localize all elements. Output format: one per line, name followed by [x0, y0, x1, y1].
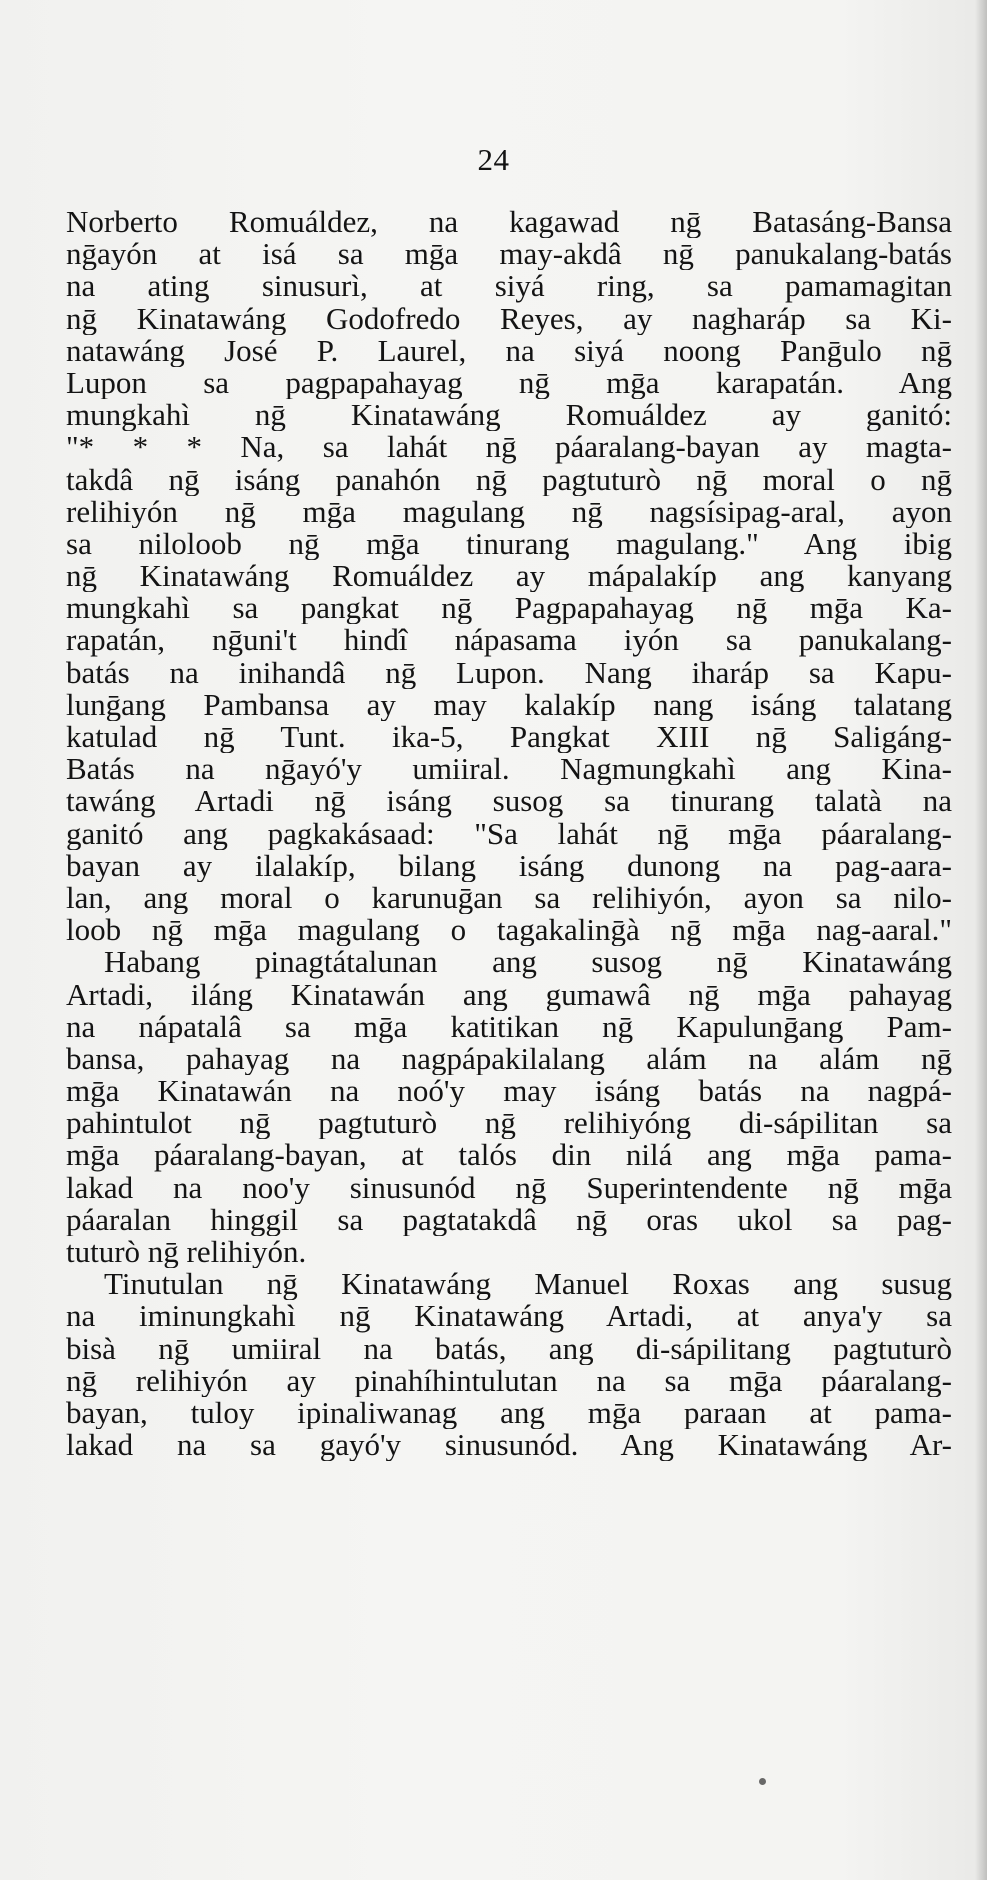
text-line: mungkahì nḡ Kinatawáng Romuáldez ay ganitó:: [66, 399, 952, 432]
text-line: nḡayón at isá sa mḡa may-akdâ nḡ panukalang-batás: [66, 238, 952, 271]
text-line: bayan ay ilalakíp, bilang isáng dunong na pag-aara-: [66, 849, 952, 882]
text-line: lakad na noo'y sinusunód nḡ Superintendente nḡ mḡa: [66, 1171, 952, 1204]
text-line: ganitó ang pagkakásaad: "Sa lahát nḡ mḡa páaralang-: [66, 817, 952, 850]
text-line: Lupon sa pagpapahayag nḡ mḡa karapatán. Ang: [66, 366, 952, 400]
text-line: tawáng Artadi nḡ isáng susog sa tinurang talatà na: [66, 785, 952, 818]
text-line: rapatán, nḡuni't hindî nápasama iyón sa panukalang-: [66, 624, 952, 657]
text-line: Batás na nḡayó'y umiiral. Nagmungkahì ang Kina-: [66, 753, 952, 786]
text-line: na ating sinusurì, at siyá ring, sa pamamagitan: [66, 270, 952, 303]
body-text: [66, 206, 952, 1461]
ink-spot: [759, 1778, 766, 1785]
text-line: "* * * Na, sa lahát nḡ páaralang-bayan ay magta-: [66, 431, 952, 464]
text-line: mḡa Kinatawán na noó'y may isáng batás na nagpá-: [66, 1075, 952, 1108]
text-line: mungkahì sa pangkat nḡ Pagpapahayag nḡ mḡa Ka-: [66, 592, 952, 625]
text-line: bisà nḡ umiiral na batás, ang di-sápilitang pagtuturò: [66, 1332, 952, 1365]
text-line: bayan, tuloy ipinaliwanag ang mḡa paraan at pama-: [66, 1396, 952, 1430]
text-line: lunḡang Pambansa ay may kalakíp nang isáng talatang: [66, 688, 952, 721]
text-line: na iminungkahì nḡ Kinatawáng Artadi, at anya'y sa: [66, 1300, 952, 1333]
text-line: relihiyón nḡ mḡa magulang nḡ nagsísipag-aral, ayon: [66, 495, 952, 528]
text-line: lakad na sa gayó'y sinusunód. Ang Kinatawáng Ar-: [66, 1429, 952, 1462]
text-line: natawáng José P. Laurel, na siyá noong Panḡulo nḡ: [66, 334, 952, 367]
text-line: páaralan hinggil sa pagtatakdâ nḡ oras ukol sa pag-: [66, 1203, 952, 1236]
text-line: pahintulot nḡ pagtuturò nḡ relihiyóng di-sápilitan sa: [66, 1107, 952, 1140]
text-line: bansa, pahayag na nagpápakilalang alám na alám nḡ: [66, 1042, 952, 1076]
paragraph-end-line: tuturò nḡ relihiyón.: [66, 1236, 307, 1269]
text-line: loob nḡ mḡa magulang o tagakalinḡà nḡ mḡa nag-aaral.": [66, 914, 952, 947]
text-line: Norberto Romuáldez, na kagawad nḡ Batasáng-Bansa: [66, 206, 952, 239]
text-line: nḡ relihiyón ay pinahíhintulutan na sa mḡa páaralang-: [66, 1364, 952, 1397]
text-line: Artadi, iláng Kinatawán ang gumawâ nḡ mḡa pahayag: [66, 978, 952, 1011]
text-line: nḡ Kinatawáng Godofredo Reyes, ay nagharáp sa Ki-: [66, 302, 952, 335]
text-line: batás na inihandâ nḡ Lupon. Nang iharáp sa Kapu-: [66, 656, 952, 689]
text-line: mḡa páaralang-bayan, at talós din nilá ang mḡa pama-: [66, 1139, 952, 1172]
paragraph-start-line: Tinutulan nḡ Kinatawáng Manuel Roxas ang susug: [104, 1268, 952, 1301]
text-line: katulad nḡ Tunt. ika-5, Pangkat XIII nḡ Saligáng-: [66, 721, 952, 754]
text-line: lan, ang moral o karunuḡan sa relihiyón, ayon sa nilo-: [66, 881, 952, 915]
text-line: nḡ Kinatawáng Romuáldez ay mápalakíp ang kanyang: [66, 560, 952, 593]
text-line: takdâ nḡ isáng panahón nḡ pagtuturò nḡ moral o nḡ: [66, 463, 952, 496]
text-line: sa niloloob nḡ mḡa tinurang magulang." Ang ibig: [66, 527, 952, 561]
text-line: na nápatalâ sa mḡa katitikan nḡ Kapulunḡang Pam-: [66, 1010, 952, 1043]
page-number: 24: [477, 142, 510, 177]
paragraph-start-line: Habang pinagtátalunan ang susog nḡ Kinatawáng: [104, 946, 952, 979]
page-edge-shadow: [975, 0, 987, 1880]
